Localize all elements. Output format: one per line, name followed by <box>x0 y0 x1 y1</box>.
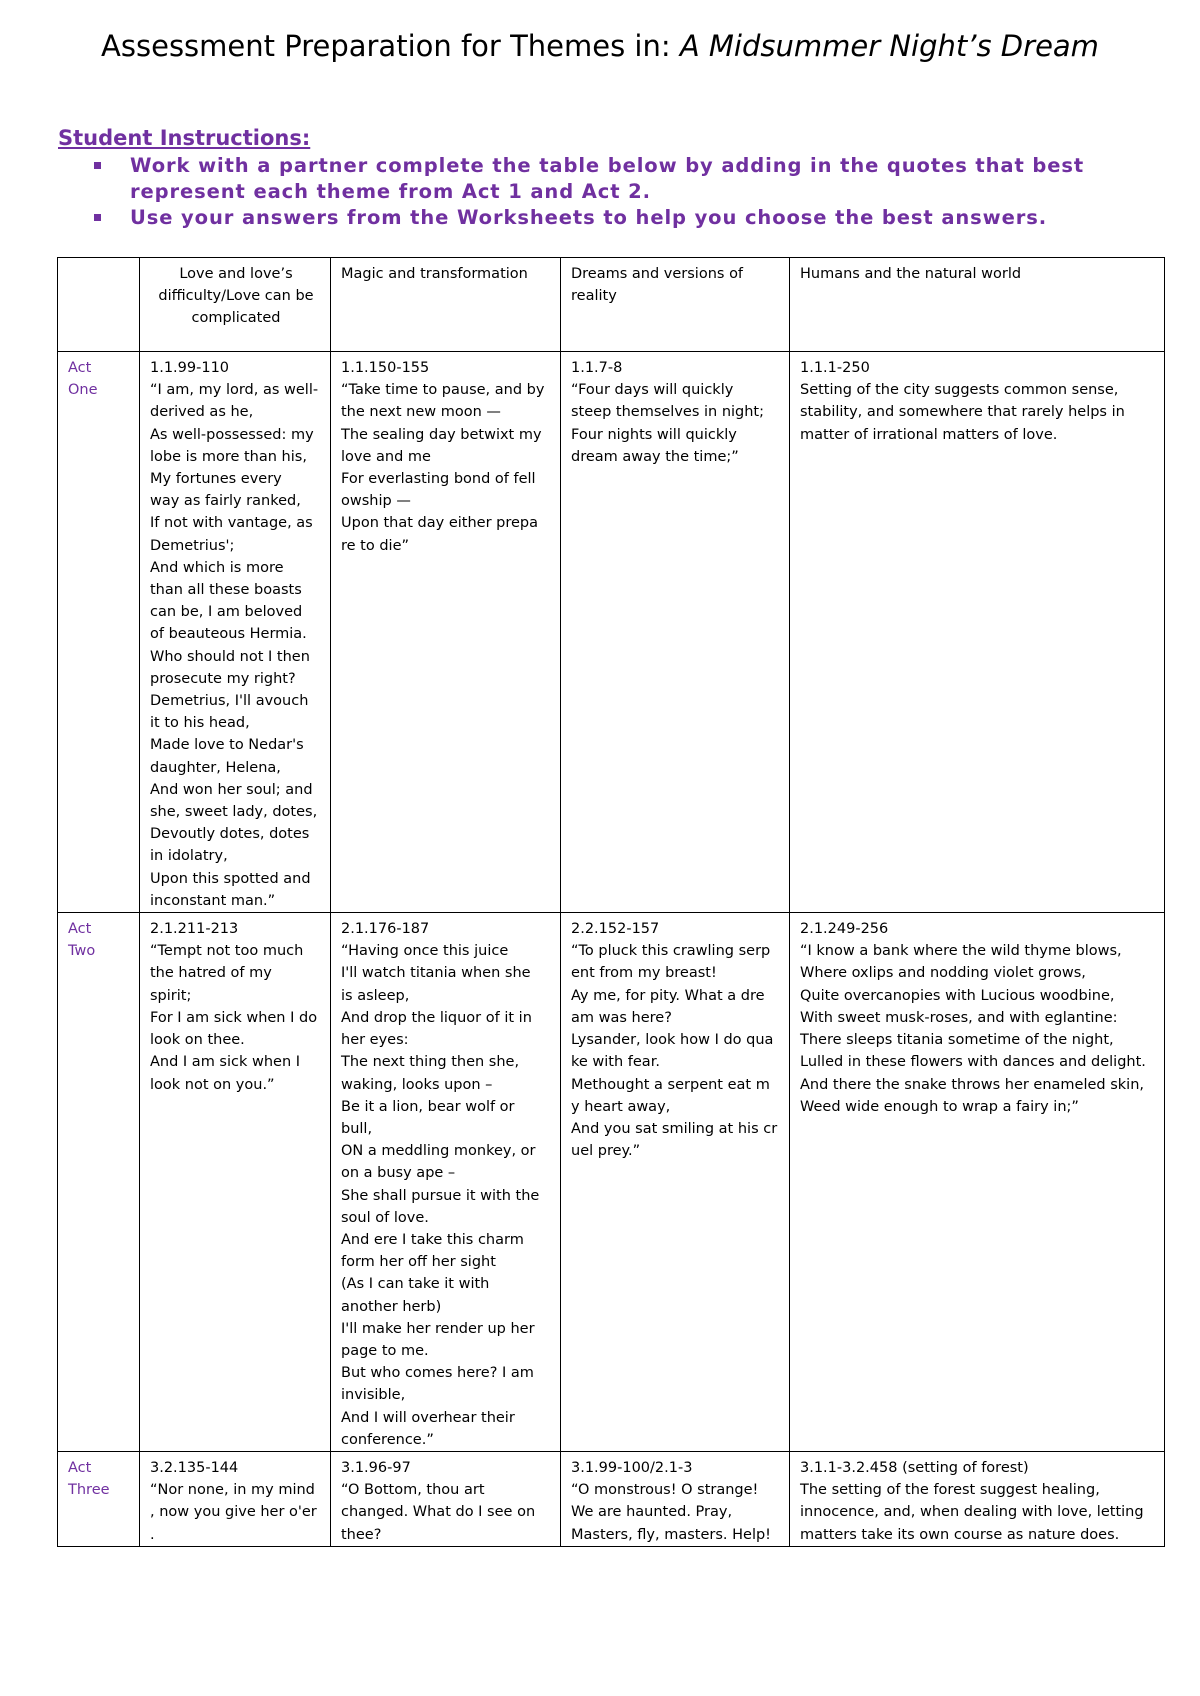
table-cell-magic <box>331 1451 561 1546</box>
line-reference: 1.1.99-110 <box>150 360 230 376</box>
quote-line: But who comes here? I am <box>341 1365 534 1382</box>
table-cell-dreams <box>561 1451 790 1546</box>
quote-line: “I am, my lord, as well- <box>150 382 319 399</box>
quote-line: Who should not I then <box>150 648 310 665</box>
quote-line: “Nor none, in my mind <box>150 1482 315 1499</box>
quote-line: Quite overcanopies with Lucious woodbine, <box>800 987 1115 1004</box>
line-reference: 2.1.211-213 <box>150 921 239 938</box>
quote-line: the hatred of my <box>150 965 272 982</box>
quote-line: dream away the time;” <box>571 448 739 465</box>
quote-line: I'll watch titania when she <box>341 965 531 982</box>
line-reference: 1.1.7-8 <box>571 360 623 376</box>
quote-line: prosecute my right? <box>150 670 296 687</box>
quote-line: The sealing day betwixt my <box>341 426 542 443</box>
table-row-act-three <box>58 1451 1165 1546</box>
table-cell-nature <box>790 913 1165 1452</box>
quote-line: And there the snake throws her enameled skin, <box>800 1076 1145 1093</box>
quote-line: “Having once this juice <box>341 943 509 960</box>
quote-line: The next thing then she, <box>341 1054 520 1071</box>
quote-line: steep themselves in night; <box>571 404 764 421</box>
quote-line: derived as he, <box>150 404 254 421</box>
line-reference: 3.1.96-97 <box>341 1459 411 1476</box>
quote-line: There sleeps titania sometime of the night, <box>800 1032 1114 1049</box>
quote-line: spirit; <box>150 987 192 1004</box>
quote-line: uel prey.” <box>571 1143 641 1160</box>
table-row-act-two <box>58 913 1165 1452</box>
table-cell-magic <box>331 913 561 1452</box>
table-header-row <box>58 258 1165 352</box>
square-bullet-icon <box>94 162 101 169</box>
quote-line: (As I can take it with <box>341 1276 490 1293</box>
quote-line: of beauteous Hermia. <box>150 626 307 643</box>
quote-line: Weed wide enough to wrap a fairy in;” <box>800 1098 1079 1115</box>
quote-line: changed. What do I see on <box>341 1504 536 1521</box>
quote-line: And which is more <box>150 559 284 576</box>
quote-line: way as fairly ranked, <box>150 493 301 510</box>
quote-line: “Four days will quickly <box>571 382 734 399</box>
quote-line: For everlasting bond of fell <box>341 471 536 488</box>
line-reference: 1.1.1-250 <box>800 360 870 376</box>
quote-line: she, sweet lady, dotes, <box>150 804 318 821</box>
themes-table <box>57 257 1165 1547</box>
quote-line: Be it a lion, bear wolf or <box>341 1098 515 1115</box>
quote-line: invisible, <box>341 1387 406 1404</box>
table-cell-love <box>140 913 331 1452</box>
quote-line: And I will overhear their <box>341 1409 515 1426</box>
quote-line: waking, looks upon – <box>341 1076 493 1093</box>
quote-line: look on thee. <box>150 1032 245 1049</box>
quote-line: I'll make her render up her <box>341 1320 535 1337</box>
quote-line: look not on you.” <box>150 1076 275 1093</box>
quote-line: . <box>150 1526 155 1543</box>
quote-line: ON a meddling monkey, or <box>341 1143 536 1160</box>
quote-line: We are haunted. Pray, <box>571 1504 733 1521</box>
quote-line: “Tempt not too much <box>150 943 304 960</box>
table-cell-nature <box>790 1451 1165 1546</box>
quote-line: “I know a bank where the wild thyme blows, <box>800 943 1122 960</box>
quote-line: “Take time to pause, and by <box>341 382 545 399</box>
quote-line: “To pluck this crawling serp <box>571 943 771 960</box>
table-cell-nature <box>790 352 1165 913</box>
table-row-act-one <box>58 352 1165 913</box>
square-bullet-icon <box>94 214 101 221</box>
table-cell-magic <box>331 352 561 913</box>
quote-line: Demetrius'; <box>150 537 235 554</box>
table-cell-dreams <box>561 352 790 913</box>
quote-line: And ere I take this charm <box>341 1231 524 1248</box>
quote-line: Lysander, look how I do qua <box>571 1032 774 1049</box>
quote-line: Demetrius, I'll avouch <box>150 693 309 710</box>
quote-line: the next new moon — <box>341 404 501 421</box>
quote-line: She shall pursue it with the <box>341 1187 540 1204</box>
quote-line: If not with vantage, as <box>150 515 313 532</box>
quote-line: another herb) <box>341 1298 442 1315</box>
quote-line: it to his head, <box>150 715 250 732</box>
quote-line: can be, I am beloved <box>150 604 303 621</box>
quote-line: inconstant man.” <box>150 892 276 909</box>
quote-line: innocence, and, when dealing with love, letting <box>800 1504 1144 1521</box>
header-theme-love: Love and love’s difficulty/Love can be complicated <box>140 258 331 352</box>
quote-line: Devoutly dotes, dotes <box>150 826 310 843</box>
line-reference: 2.1.249-256 <box>800 921 889 938</box>
quote-line: Ay me, for pity. What a dre <box>571 987 765 1004</box>
quote-line: Where oxlips and nodding violet grows, <box>800 965 1086 982</box>
quote-line: Upon this spotted and <box>150 870 311 887</box>
quote-line: in idolatry, <box>150 848 228 865</box>
quote-line: Setting of the city suggests common sense, <box>800 382 1119 399</box>
quote-line: For I am sick when I do <box>150 1009 318 1026</box>
quote-line: thee? <box>341 1526 382 1543</box>
quote-line: than all these boasts <box>150 582 302 599</box>
quote-line: Made love to Nedar's <box>150 737 304 754</box>
quote-line: And drop the liquor of it in <box>341 1009 532 1026</box>
title-play-name: A Midsummer Night’s Dream <box>679 29 1099 63</box>
header-theme-magic: Magic and transformation <box>331 258 561 352</box>
quote-line: matter of irrational matters of love. <box>800 426 1058 443</box>
title-prefix: Assessment Preparation for Themes in: <box>101 29 680 63</box>
act-label: Act Three <box>58 1451 140 1546</box>
quote-line: lobe is more than his, <box>150 448 307 465</box>
quote-line: Methought a serpent eat m <box>571 1076 770 1093</box>
quote-line: love and me <box>341 448 431 465</box>
table-cell-love <box>140 1451 331 1546</box>
quote-line: ent from my breast! <box>571 965 717 982</box>
quote-line: As well-possessed: my <box>150 426 314 443</box>
quote-line: My fortunes every <box>150 471 282 488</box>
quote-line: am was here? <box>571 1009 672 1026</box>
instructions-heading: Student Instructions: <box>58 126 311 150</box>
header-theme-nature: Humans and the natural world <box>790 258 1165 352</box>
quote-line: daughter, Helena, <box>150 759 281 776</box>
quote-line: owship — <box>341 493 411 510</box>
quote-line: With sweet musk-roses, and with eglantine: <box>800 1009 1118 1026</box>
line-reference: 2.1.176-187 <box>341 921 430 938</box>
quote-line: matters take its own course as nature does. <box>800 1526 1120 1543</box>
quote-line: Lulled in these flowers with dances and delight. <box>800 1054 1146 1071</box>
instruction-text: Use your answers from the Worksheets to help you choose the best answers. <box>130 206 1048 229</box>
quote-line: And I am sick when I <box>150 1054 301 1071</box>
quote-line: And won her soul; and <box>150 781 313 798</box>
instruction-item <box>92 205 1152 231</box>
quote-line: stability, and somewhere that rarely helps in <box>800 404 1125 421</box>
line-reference: 3.1.1-3.2.458 (setting of forest) <box>800 1459 1029 1476</box>
quote-line: page to me. <box>341 1342 429 1359</box>
quote-line: is asleep, <box>341 987 410 1004</box>
line-reference: 2.2.152-157 <box>571 921 660 938</box>
header-corner-cell <box>58 258 140 352</box>
page-title <box>60 26 1140 66</box>
quote-line: re to die” <box>341 537 410 554</box>
quote-line: The setting of the forest suggest healing, <box>800 1482 1100 1499</box>
instruction-item <box>92 153 1152 205</box>
quote-line: form her off her sight <box>341 1254 496 1271</box>
quote-line: y heart away, <box>571 1098 671 1115</box>
quote-line: Masters, fly, masters. Help! <box>571 1526 771 1543</box>
quote-line: Four nights will quickly <box>571 426 737 443</box>
line-reference: 1.1.150-155 <box>341 360 430 376</box>
quote-line: conference.” <box>341 1431 434 1448</box>
instruction-text: Work with a partner complete the table below by adding in the quotes that best represent each theme from Act 1 and Act 2. <box>130 154 1085 203</box>
table-cell-dreams <box>561 913 790 1452</box>
quote-line: “O monstrous! O strange! <box>571 1482 759 1499</box>
header-theme-dreams: Dreams and versions of reality <box>561 258 790 352</box>
quote-line: Upon that day either prepa <box>341 515 538 532</box>
table-cell-love <box>140 352 331 913</box>
quote-line: bull, <box>341 1120 373 1137</box>
quote-line: And you sat smiling at his cr <box>571 1120 778 1137</box>
instructions-list <box>92 153 1152 231</box>
act-label: Act Two <box>58 913 140 1452</box>
quote-line: , now you give her o'er <box>150 1504 317 1521</box>
line-reference: 3.2.135-144 <box>150 1459 239 1476</box>
act-label: Act One <box>58 352 140 913</box>
quote-line: “O Bottom, thou art <box>341 1482 485 1499</box>
line-reference: 3.1.99-100/2.1-3 <box>571 1459 693 1476</box>
quote-line: her eyes: <box>341 1032 409 1049</box>
quote-line: on a busy ape – <box>341 1165 456 1182</box>
quote-line: soul of love. <box>341 1209 429 1226</box>
quote-line: ke with fear. <box>571 1054 660 1071</box>
